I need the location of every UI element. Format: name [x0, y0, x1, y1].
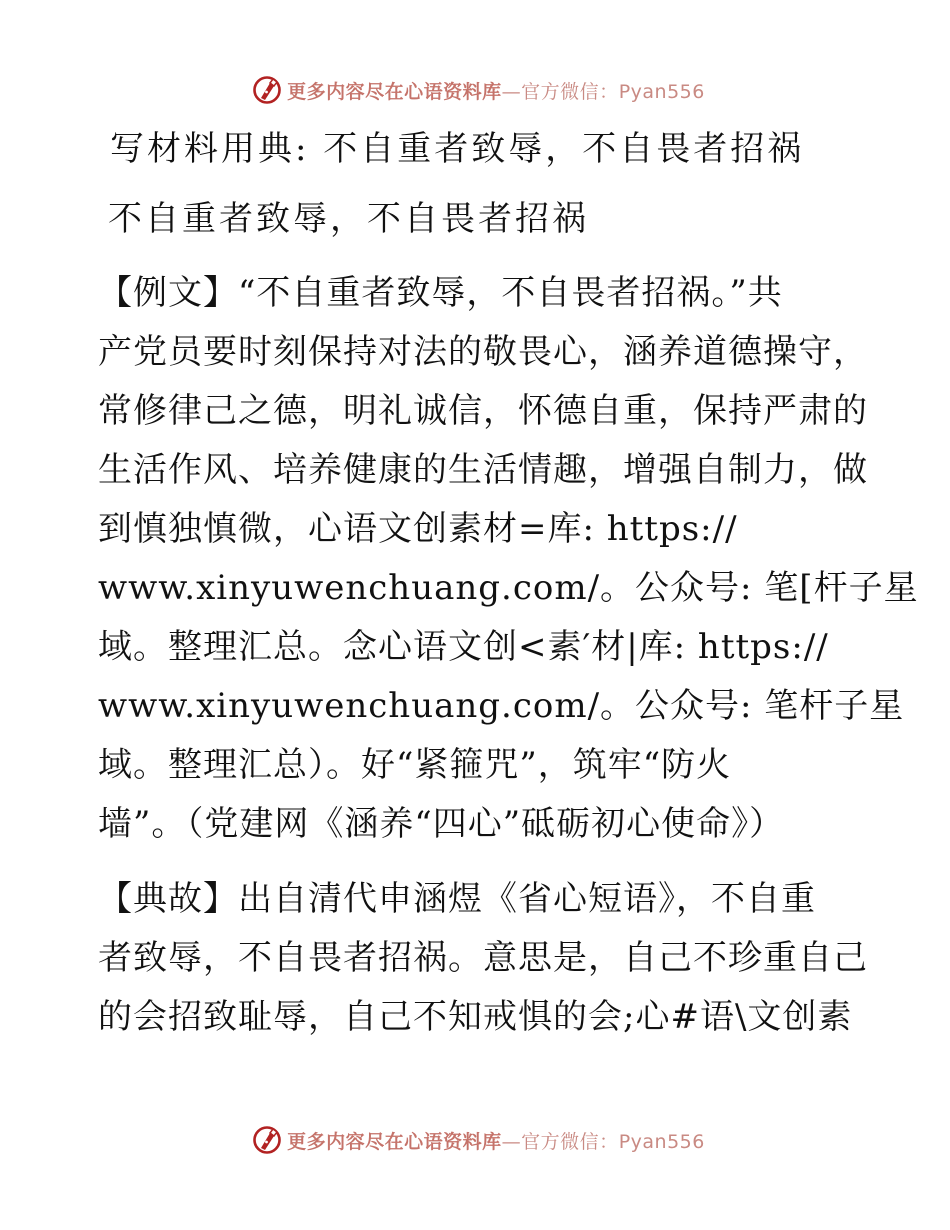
- document-subtitle: 不自重者致辱，不自畏者招祸: [108, 199, 589, 239]
- example-line: 【例文】“不自重者致辱，不自畏者招祸。”共: [98, 273, 783, 313]
- banner-content: [251, 74, 705, 106]
- banner-content: [251, 1124, 705, 1156]
- allusion-paragraph: [98, 870, 868, 1047]
- header-banner: [0, 70, 950, 110]
- example-line: 到慎独慎微，心语文创素材=库: https://: [98, 509, 738, 549]
- example-line: 墙”。（党建网《涵养“四心”砥砺初心使命》）: [98, 804, 785, 844]
- document-title: 写材料用典: 不自重者致辱，不自畏者招祸: [110, 129, 805, 169]
- pen-nib-logo-icon: [251, 74, 283, 106]
- example-line: 常修律己之德，明礼诚信，怀德自重，保持严肃的: [98, 391, 868, 431]
- banner-dash: —: [501, 80, 522, 103]
- banner-wechat-label: 官方微信：: [521, 1130, 619, 1153]
- banner-dash: —: [501, 1130, 522, 1153]
- footer-banner: [0, 1120, 950, 1160]
- banner-text: [287, 1127, 705, 1154]
- banner-brand: 更多内容尽在心语资料库: [287, 1130, 502, 1153]
- allusion-line: 【典故】出自清代申涵煜《省心短语》，不自重: [98, 879, 816, 919]
- banner-wechat-id: Pyan556: [618, 1130, 705, 1153]
- banner-text: [287, 77, 705, 104]
- allusion-line: 者致辱，不自畏者招祸。意思是，自己不珍重自己: [98, 938, 868, 978]
- example-line: www.xinyuwenchuang.com/。公众号: 笔杆子星: [98, 686, 905, 726]
- example-line: 生活作风、培养健康的生活情趣，增强自制力，做: [98, 450, 868, 490]
- example-line: 域。整理汇总。念心语文创<素′材|库: https://: [98, 627, 829, 667]
- example-line: 域。整理汇总）。好“紧箍咒”，筑牢“防火: [98, 745, 732, 785]
- example-line: www.xinyuwenchuang.com/。公众号: 笔[杆子星: [98, 568, 919, 608]
- allusion-line: 的会招致耻辱，自己不知戒惧的会;心#语\文创素: [98, 997, 853, 1037]
- banner-brand: 更多内容尽在心语资料库: [287, 80, 502, 103]
- banner-wechat-label: 官方微信：: [521, 80, 619, 103]
- example-paragraph: [98, 264, 919, 854]
- pen-nib-logo-icon: [251, 1124, 283, 1156]
- example-line: 产党员要时刻保持对法的敬畏心，涵养道德操守，: [98, 332, 868, 372]
- document-body: [98, 120, 919, 1047]
- banner-wechat-id: Pyan556: [618, 80, 705, 103]
